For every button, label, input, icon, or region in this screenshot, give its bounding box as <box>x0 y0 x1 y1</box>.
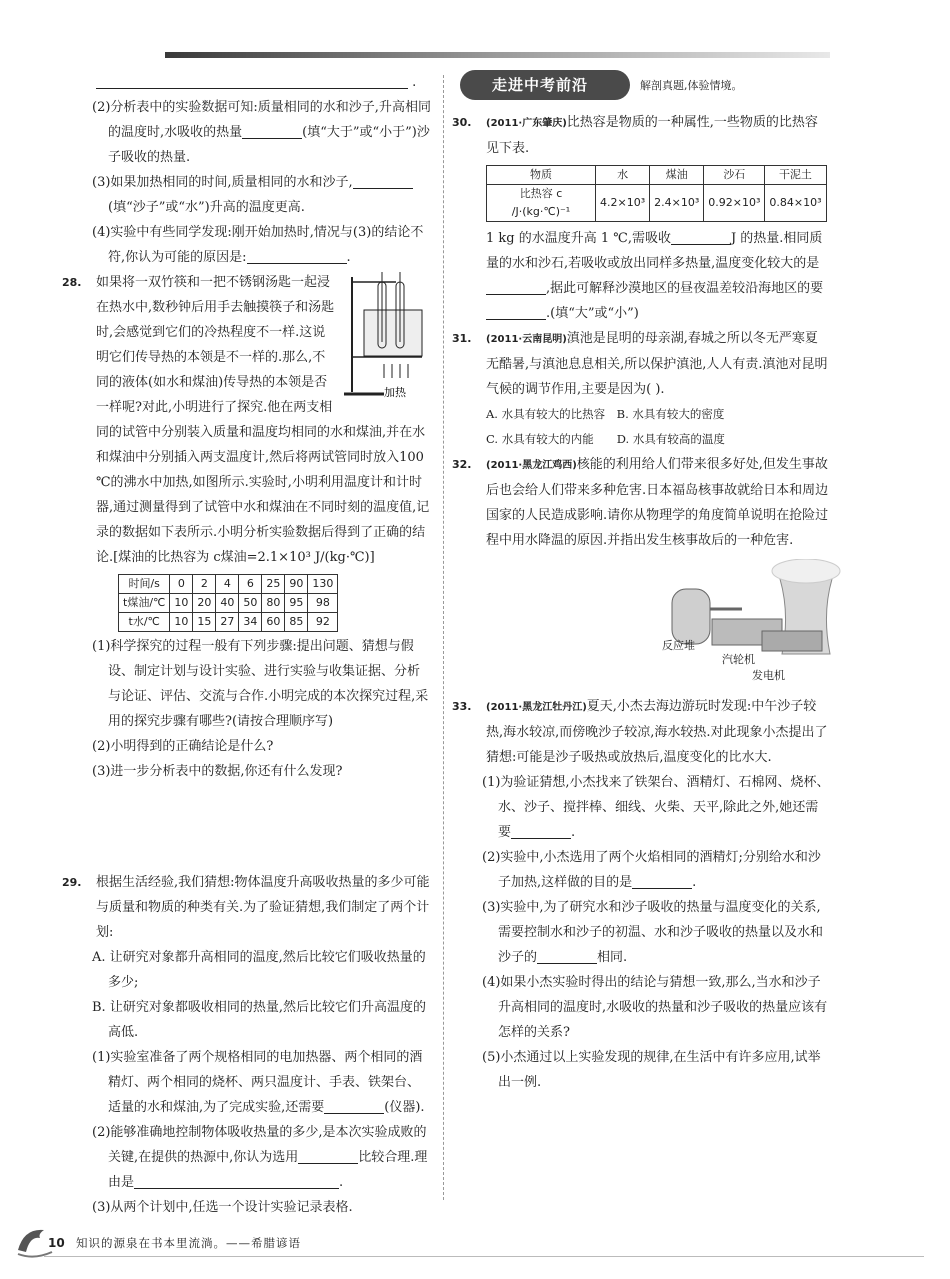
question-28: 28. 加热 如果将一双竹筷和一把不锈钢汤匙一起浸在热水中,数秒钟后用手去触摸筷子和汤匙时,会感觉到它们的冷热程度不一样.这说明它们传导热的本领是不一样的.那么,不同的液体(如水和煤油)传导热的本领是否一样呢?对此,小明进行了探究.他在两支相同的试管中分别装入质量和温度均相同的水和煤油,并在水和煤油中分别插入两支温度计,然后将两试管同时放入100 ℃的沸水中加热,如图所示.实验时,小明利用温度计和计时器,通过测量得到了试管中水和煤油在不同时刻的温度值,记录的数据如下表所示.小明分析实验数据后得到了正确的结论.[煤油的比热容为 c煤油=2.1×10³ J/(kg·℃)] 时间/s 0 2 4 6 25 90 130 t煤油/℃ 10 20 40 50 80 95 98 t水/℃ 10 15 27 34 60 85 92 (1)科学探究的过程一般有下列步骤:提出问题、猜想与假设、制定计划与设计实验、进行实验与收集证据、分析与论证、评估、交流与合作.小明完成的本次探究过程,采用的探究步骤有哪些?(请按合理顺序写) (2)小明得到的正确结论是什么? (3)进一步分析表中的数据,你还有什么发现? <box>70 270 432 784</box>
answer-blank[interactable] <box>298 1149 358 1164</box>
footer-quote: 知识的源泉在书本里流淌。——希腊谚语 <box>76 1236 301 1250</box>
answer-blank[interactable] <box>247 249 347 264</box>
answer-blank[interactable] <box>486 280 546 295</box>
table-row: 比热容 c /J·(kg·℃)⁻¹ 4.2×10³ 2.4×10³ 0.92×10³ 0.84×10³ <box>487 185 827 222</box>
label-reactor: 反应堆 <box>662 639 695 652</box>
option-b[interactable]: B. 水具有较大的密度 <box>616 407 725 421</box>
question-27-cont: . (2)分析表中的实验数据可知:质量相同的水和沙子,升高相同的温度时,水吸收的热量 (填“大于”或“小于”)沙子吸收的热量. (3)如果加热相同的时间,质量相同的水和沙子,(填“沙子”或“水”)升高的温度更高. (4)实验中有些同学发现:刚开始加热时,情况与(3)的结论不符,你认为可能的原因是: . <box>92 75 431 265</box>
specific-heat-table <box>486 165 827 222</box>
question-30: 30. (2011·广东肇庆)比热容是物质的一种属性,一些物质的比热容见下表. 物质 水 煤油 沙石 干泥土 比热容 c /J·(kg·℃)⁻¹ 4.2×10³ 2.4×10³ 0.92×10³ 0.84×10³ 1 kg 的水温度升高 1 ℃,需吸收 J 的热量.相同质量的水和沙石,若吸收或放出同样多热量,温度变化较大的是,据此可解释沙漠地区的昼夜温差较沿海地区的要.(填“大”或“小”) <box>460 110 830 326</box>
answer-blank[interactable] <box>353 174 413 189</box>
question-source: (2011·广东肇庆) <box>486 118 567 129</box>
page-number: 10 <box>48 1236 65 1250</box>
answer-blank[interactable] <box>242 124 302 139</box>
figure-label-heat: 加热 <box>384 386 406 399</box>
question-32: 32. (2011·黑龙江鸡西)核能的利用给人们带来很多好处,但发生事故后也会给人们带来多种危害.日本福岛核事故就给日本和周边国家的人民造成影响.请你从物理学的角度简单说明在抢险过程中用水降温的原因.并指出发生核事故后的一种危害. 反应堆 汽轮机 发电机 <box>460 452 830 684</box>
question-31: 31. (2011·云南昆明)滇池是昆明的母亲湖,春城之所以冬无严寒夏无酷暑,与滇池息息相关,所以保护滇池,人人有责.滇池对昆明气候的调节作用,主要是因为( ). A. 水具有较大的比热容 B. 水具有较大的密度 C. 水具有较大的内能 D. 水具有较高的温度 <box>460 326 830 452</box>
question-number: 29. <box>62 876 82 889</box>
answer-blank[interactable] <box>632 874 692 889</box>
answer-blank[interactable] <box>671 230 731 245</box>
answer-blank[interactable] <box>134 1174 339 1189</box>
question-29: 29. 根据生活经验,我们猜想:物体温度升高吸收热量的多少可能与质量和物质的种类有关.为了验证猜想,我们制定了两个计划: A. 让研究对象都升高相同的温度,然后比较它们吸收热量的多少; B. 让研究对象都吸收相同的热量,然后比较它们升高温度的高低. (1)实验室准备了两个规格相同的电加热器、两个相同的酒精灯、两个相同的烧杯、两只温度计、手表、铁架台、适量的水和煤油,为了完成实验,还需要 (仪器). (2)能够准确地控制物体吸收热量的多少,是本次实验成败的关键,在提供的热源中,你认为选用 比较合理.理由是 . (3)从两个计划中,任选一个设计实验记录表格. <box>70 870 432 1220</box>
answer-blank[interactable] <box>96 74 408 89</box>
label-turbine: 汽轮机 <box>722 653 755 666</box>
banner-title: 走进中考前沿 <box>460 70 630 100</box>
page-footer <box>14 1228 934 1268</box>
option-c[interactable]: C. 水具有较大的内能 <box>486 432 594 446</box>
temperature-table <box>118 574 338 632</box>
left-column <box>62 70 432 1220</box>
header-rule <box>165 52 830 58</box>
table-row: 时间/s 0 2 4 6 25 90 130 <box>119 575 338 594</box>
nuclear-plant-illustration <box>662 559 852 684</box>
banner-subtitle: 解剖真题,体验情境。 <box>640 79 743 92</box>
question-number: 32. <box>452 458 472 471</box>
question-33: 33. (2011·黑龙江牡丹江)夏天,小杰去海边游玩时发现:中午沙子较热,海水较凉,而傍晚沙子较凉,海水较热.对此现象小杰提出了猜想:可能是沙子吸热或放热后,温度变化的比水大. (1)为验证猜想,小杰找来了铁架台、酒精灯、石棉网、烧杯、水、沙子、搅拌棒、细线、火柴、天平,除此之外,她还需要 . (2)实验中,小杰选用了两个火焰相同的酒精灯;分别给水和沙子加热,这样做的目的是 . (3)实验中,为了研究水和沙子吸收的热量与温度变化的关系,需要控制水和沙子的初温、水和沙子吸收的热量以及水和沙子的 相同. (4)如果小杰实验时得出的结论与猜想一致,那么,当水和沙子升高相同的温度时,水吸收的热量和沙子吸收的热量应该有怎样的关系? (5)小杰通过以上实验发现的规律,在生活中有许多应用,试举出一例. <box>460 694 830 1095</box>
nuclear-plant-figure <box>662 559 852 684</box>
label-generator: 发电机 <box>752 669 785 682</box>
table-row: 物质 水 煤油 沙石 干泥土 <box>487 166 827 185</box>
table-row: t煤油/℃ 10 20 40 50 80 95 98 <box>119 594 338 613</box>
question-number: 30. <box>452 116 472 129</box>
section-banner <box>460 70 830 104</box>
right-column <box>452 70 830 1095</box>
question-source: (2011·黑龙江鸡西) <box>486 460 577 471</box>
answer-blank[interactable] <box>486 305 546 320</box>
answer-blank[interactable] <box>511 824 571 839</box>
option-a[interactable]: A. 水具有较大的比热容 <box>486 407 606 421</box>
answer-blank[interactable] <box>537 949 597 964</box>
question-source: (2011·黑龙江牡丹江) <box>486 702 587 713</box>
table-row: t水/℃ 10 15 27 34 60 85 92 <box>119 613 338 632</box>
question-source: (2011·云南昆明) <box>486 334 567 345</box>
question-number: 31. <box>452 332 472 345</box>
question-number: 28. <box>62 276 82 289</box>
answer-blank[interactable] <box>324 1099 384 1114</box>
footer-rule <box>44 1256 924 1257</box>
question-number: 33. <box>452 700 472 713</box>
column-divider <box>443 75 444 1200</box>
beaker-apparatus-figure <box>344 272 432 402</box>
option-d[interactable]: D. 水具有较高的温度 <box>616 432 725 446</box>
